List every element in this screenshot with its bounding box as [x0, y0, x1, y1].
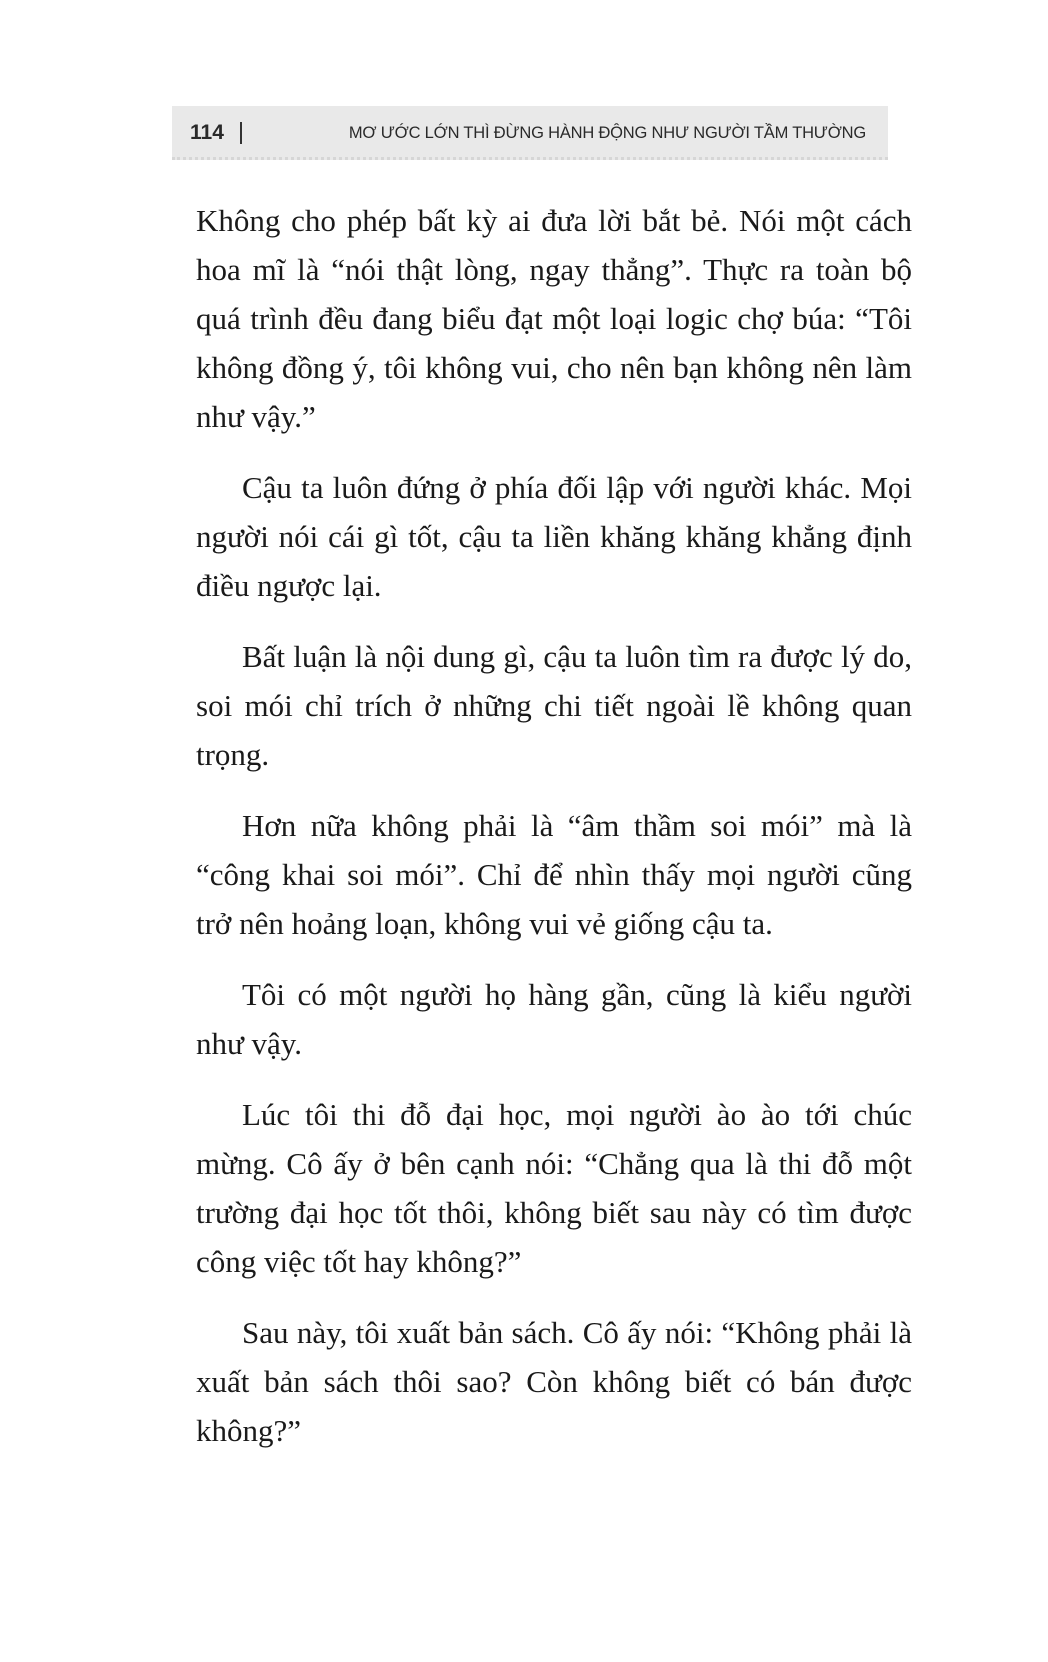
- header-divider: [240, 122, 242, 144]
- paragraph-7: Sau này, tôi xuất bản sách. Cô ấy nói: “Không phải là xuất bản sách thôi sao? Còn không biết có bán được không?”: [196, 1315, 912, 1448]
- paragraph-2: Cậu ta luôn đứng ở phía đối lập với người khác. Mọi người nói cái gì tốt, cậu ta liền khăng khăng khẳng định điều ngược lại.: [196, 470, 912, 603]
- running-title: MƠ ƯỚC LỚN THÌ ĐỪNG HÀNH ĐỘNG NHƯ NGƯỜI TẦM THƯỜNG: [348, 124, 866, 142]
- paragraph-3: Bất luận là nội dung gì, cậu ta luôn tìm ra được lý do, soi mói chỉ trích ở những chi tiết ngoài lề không quan trọng.: [196, 639, 912, 772]
- body-text: [196, 196, 912, 1477]
- paragraph-5: Tôi có một người họ hàng gần, cũng là kiểu người như vậy.: [196, 977, 912, 1061]
- paragraph-6: Lúc tôi thi đỗ đại học, mọi người ào ào tới chúc mừng. Cô ấy ở bên cạnh nói: “Chẳng qua là thi đỗ một trường đại học tốt thôi, không biết sau này có tìm được công việc tốt hay không?”: [196, 1097, 912, 1279]
- paragraph-1: Không cho phép bất kỳ ai đưa lời bắt bẻ. Nói một cách hoa mĩ là “nói thật lòng, ngay thẳng”. Thực ra toàn bộ quá trình đều đang biểu đạt một loại logic chợ búa: “Tôi không đồng ý, tôi không vui, cho nên bạn không nên làm như vậy.”: [196, 203, 912, 434]
- paragraph-4: Hơn nữa không phải là “âm thầm soi mói” mà là “công khai soi mói”. Chỉ để nhìn thấy mọi người cũng trở nên hoảng loạn, không vui vẻ giống cậu ta.: [196, 808, 912, 941]
- running-header: [172, 106, 888, 160]
- page-number: 114: [190, 121, 224, 144]
